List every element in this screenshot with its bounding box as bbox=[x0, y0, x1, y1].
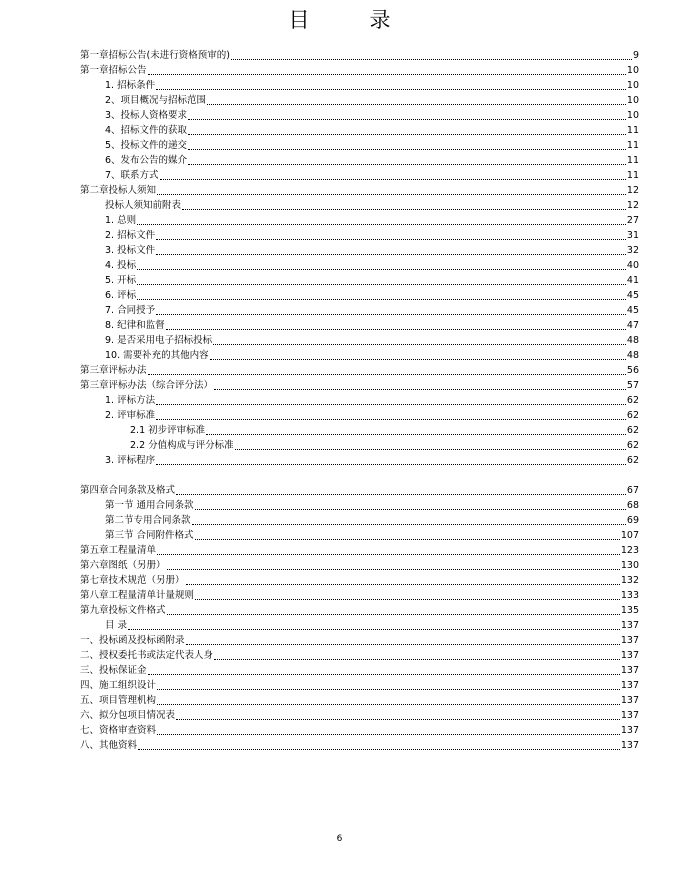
toc-entry[interactable] bbox=[80, 543, 639, 558]
toc-entry-label: 5、投标文件的递交 bbox=[105, 140, 188, 151]
toc-entry-page: 56 bbox=[626, 365, 639, 376]
toc-entry-label: 四、施工组织设计 bbox=[80, 680, 157, 691]
toc-entry-page: 132 bbox=[620, 575, 639, 586]
toc-entry[interactable] bbox=[80, 393, 639, 408]
toc-entry-label: 目 录 bbox=[105, 620, 128, 631]
toc-entry-label: 第二节专用合同条款 bbox=[105, 515, 191, 526]
toc-leader-dots bbox=[137, 224, 626, 225]
toc-entry[interactable] bbox=[80, 153, 639, 168]
toc-entry[interactable] bbox=[80, 333, 639, 348]
toc-entry-label: 第五章工程量清单 bbox=[80, 545, 157, 556]
toc-entry-label: 第一章招标公告(未进行资格预审的) bbox=[80, 50, 230, 61]
toc-leader-dots bbox=[192, 524, 626, 525]
toc-entry-label: 第三章评标办法 bbox=[80, 365, 147, 376]
toc-entry-label: 第六章图纸（另册） bbox=[80, 560, 166, 571]
toc-entry[interactable] bbox=[80, 438, 639, 453]
toc-leader-dots bbox=[167, 569, 620, 570]
toc-entry-page: 11 bbox=[626, 170, 639, 181]
toc-entry-page: 48 bbox=[626, 350, 639, 361]
toc-entry-label: 4、招标文件的获取 bbox=[105, 125, 188, 136]
toc-entry-label: 9. 是否采用电子招标投标 bbox=[105, 335, 213, 346]
toc-entry-page: 57 bbox=[626, 380, 639, 391]
toc-leader-dots bbox=[148, 374, 626, 375]
toc-entry-page: 12 bbox=[626, 200, 639, 211]
toc-entry-label: 七、资格审查资料 bbox=[80, 725, 157, 736]
toc-entry[interactable] bbox=[80, 648, 639, 663]
toc-spacer bbox=[80, 468, 639, 483]
toc-entry-page: 32 bbox=[626, 245, 639, 256]
toc-entry[interactable] bbox=[80, 258, 639, 273]
toc-entry-label: 3. 评标程序 bbox=[105, 455, 156, 466]
toc-leader-dots bbox=[235, 449, 626, 450]
toc-leader-dots bbox=[195, 509, 626, 510]
toc-leader-dots bbox=[213, 344, 626, 345]
toc-entry-label: 第一章招标公告 bbox=[80, 65, 147, 76]
toc-entry-label: 3. 投标文件 bbox=[105, 245, 156, 256]
toc-entry-label: 10. 需要补充的其他内容 bbox=[105, 350, 209, 361]
toc-leader-dots bbox=[188, 164, 626, 165]
toc-entry-label: 7、联系方式 bbox=[105, 170, 159, 181]
toc-entry-page: 9 bbox=[632, 50, 639, 61]
toc-entry-page: 31 bbox=[626, 230, 639, 241]
page-number: 6 bbox=[336, 834, 343, 844]
toc-entry-label: 1. 总则 bbox=[105, 215, 137, 226]
toc-leader-dots bbox=[128, 629, 620, 630]
toc-leader-dots bbox=[167, 614, 620, 615]
toc-entry[interactable] bbox=[80, 618, 639, 633]
toc-entry-page: 11 bbox=[626, 155, 639, 166]
toc-entry[interactable] bbox=[80, 708, 639, 723]
toc-entry-page: 137 bbox=[620, 620, 639, 631]
toc-entry-label: 三、投标保证金 bbox=[80, 665, 147, 676]
toc-entry[interactable] bbox=[80, 303, 639, 318]
toc-entry[interactable] bbox=[80, 528, 639, 543]
toc-entry-page: 137 bbox=[620, 695, 639, 706]
toc-entry-label: 2、项目概况与招标范围 bbox=[105, 95, 207, 106]
toc-entry-label: 1. 招标条件 bbox=[105, 80, 156, 91]
toc-entry-label: 第一节 通用合同条款 bbox=[105, 500, 194, 511]
toc-entry[interactable] bbox=[80, 678, 639, 693]
toc-entry-page: 62 bbox=[626, 395, 639, 406]
toc-entry-page: 130 bbox=[620, 560, 639, 571]
toc-entry[interactable] bbox=[80, 168, 639, 183]
toc-leader-dots bbox=[148, 74, 626, 75]
toc-entry-label: 第三章评标办法（综合评分法） bbox=[80, 380, 214, 391]
toc-entry-page: 11 bbox=[626, 140, 639, 151]
toc-entry-page: 137 bbox=[620, 650, 639, 661]
toc-entry-page: 62 bbox=[626, 425, 639, 436]
toc-entry-label: 3、投标人资格要求 bbox=[105, 110, 188, 121]
toc-leader-dots bbox=[156, 464, 626, 465]
toc-entry-label: 2. 招标文件 bbox=[105, 230, 156, 241]
toc-entry-page: 67 bbox=[626, 485, 639, 496]
toc-entry[interactable] bbox=[80, 483, 639, 498]
toc-entry-label: 第九章投标文件格式 bbox=[80, 605, 166, 616]
toc-entry[interactable] bbox=[80, 108, 639, 123]
toc-entry[interactable] bbox=[80, 378, 639, 393]
toc-entry-page: 137 bbox=[620, 635, 639, 646]
toc-entry-label: 投标人须知前附表 bbox=[105, 200, 182, 211]
toc-entry-page: 69 bbox=[626, 515, 639, 526]
toc-entry-page: 10 bbox=[626, 80, 639, 91]
toc-entry-page: 107 bbox=[620, 530, 639, 541]
toc-leader-dots bbox=[186, 584, 620, 585]
toc-leader-dots bbox=[138, 749, 620, 750]
toc-entry-page: 48 bbox=[626, 335, 639, 346]
toc-entry-page: 10 bbox=[626, 95, 639, 106]
toc-leader-dots bbox=[157, 704, 620, 705]
toc-leader-dots bbox=[182, 209, 626, 210]
toc-entry[interactable] bbox=[80, 633, 639, 648]
toc-entry-page: 27 bbox=[626, 215, 639, 226]
toc-entry[interactable] bbox=[80, 183, 639, 198]
toc-entry-page: 45 bbox=[626, 290, 639, 301]
toc-entry[interactable] bbox=[80, 123, 639, 138]
toc-entry-page: 123 bbox=[620, 545, 639, 556]
toc-entry-page: 10 bbox=[626, 65, 639, 76]
toc-leader-dots bbox=[157, 734, 620, 735]
toc-leader-dots bbox=[195, 539, 620, 540]
title-char-1: 目 bbox=[288, 8, 310, 32]
toc-entry-page: 137 bbox=[620, 680, 639, 691]
toc-leader-dots bbox=[156, 419, 626, 420]
toc-entry-label: 5. 开标 bbox=[105, 275, 137, 286]
toc-entry[interactable] bbox=[80, 228, 639, 243]
toc-entry-label: 五、项目管理机构 bbox=[80, 695, 157, 706]
toc-entry-label: 二、授权委托书或法定代表人身 bbox=[80, 650, 214, 661]
toc-entry-label: 8. 纪律和监督 bbox=[105, 320, 165, 331]
toc-leader-dots bbox=[156, 89, 626, 90]
toc-entry-label: 2.1 初步评审标准 bbox=[130, 425, 206, 436]
toc-leader-dots bbox=[214, 659, 620, 660]
toc-leader-dots bbox=[157, 689, 620, 690]
table-of-contents bbox=[80, 48, 639, 753]
toc-entry-page: 62 bbox=[626, 410, 639, 421]
toc-entry[interactable] bbox=[80, 93, 639, 108]
toc-entry[interactable] bbox=[80, 513, 639, 528]
toc-leader-dots bbox=[160, 179, 626, 180]
toc-leader-dots bbox=[207, 104, 626, 105]
toc-leader-dots bbox=[156, 239, 626, 240]
toc-entry[interactable] bbox=[80, 48, 639, 63]
toc-entry-page: 40 bbox=[626, 260, 639, 271]
toc-entry-page: 10 bbox=[626, 110, 639, 121]
toc-entry[interactable] bbox=[80, 558, 639, 573]
toc-entry-label: 2. 评审标准 bbox=[105, 410, 156, 421]
toc-entry[interactable] bbox=[80, 273, 639, 288]
toc-entry-page: 12 bbox=[626, 185, 639, 196]
toc-entry[interactable] bbox=[80, 318, 639, 333]
toc-entry-label: 第四章合同条款及格式 bbox=[80, 485, 176, 496]
toc-leader-dots bbox=[157, 554, 620, 555]
toc-entry-label: 第三节 合同附件格式 bbox=[105, 530, 194, 541]
toc-entry[interactable] bbox=[80, 138, 639, 153]
toc-entry[interactable] bbox=[80, 363, 639, 378]
toc-entry[interactable] bbox=[80, 63, 639, 78]
toc-entry-page: 11 bbox=[626, 125, 639, 136]
toc-entry-label: 7. 合同授予 bbox=[105, 305, 156, 316]
toc-leader-dots bbox=[186, 644, 620, 645]
toc-entry[interactable] bbox=[80, 693, 639, 708]
toc-entry[interactable] bbox=[80, 453, 639, 468]
toc-entry[interactable] bbox=[80, 663, 639, 678]
toc-entry[interactable] bbox=[80, 573, 639, 588]
page-title bbox=[0, 6, 679, 34]
toc-leader-dots bbox=[210, 359, 626, 360]
toc-leader-dots bbox=[176, 494, 626, 495]
toc-entry-label: 第七章技术规范（另册） bbox=[80, 575, 185, 586]
toc-entry-page: 41 bbox=[626, 275, 639, 286]
toc-entry-label: 4. 投标 bbox=[105, 260, 137, 271]
toc-entry-page: 62 bbox=[626, 440, 639, 451]
toc-entry-label: 一、投标函及投标函附录 bbox=[80, 635, 185, 646]
toc-entry[interactable] bbox=[80, 723, 639, 738]
toc-entry[interactable] bbox=[80, 498, 639, 513]
toc-leader-dots bbox=[166, 329, 626, 330]
toc-entry[interactable] bbox=[80, 288, 639, 303]
toc-entry-page: 45 bbox=[626, 305, 639, 316]
toc-entry-page: 137 bbox=[620, 740, 639, 751]
toc-leader-dots bbox=[137, 269, 626, 270]
toc-entry-page: 68 bbox=[626, 500, 639, 511]
toc-leader-dots bbox=[176, 719, 620, 720]
toc-entry-label: 第八章工程量清单计量规则 bbox=[80, 590, 195, 601]
toc-leader-dots bbox=[188, 134, 626, 135]
toc-entry-page: 137 bbox=[620, 665, 639, 676]
toc-leader-dots bbox=[231, 59, 632, 60]
toc-entry[interactable] bbox=[80, 213, 639, 228]
toc-entry-label: 2.2 分值构成与评分标准 bbox=[130, 440, 234, 451]
toc-entry[interactable] bbox=[80, 348, 639, 363]
toc-leader-dots bbox=[188, 119, 626, 120]
title-char-2: 录 bbox=[369, 8, 391, 32]
toc-leader-dots bbox=[137, 299, 626, 300]
toc-entry-label: 六、拟分包项目情况表 bbox=[80, 710, 176, 721]
toc-entry[interactable] bbox=[80, 408, 639, 423]
toc-leader-dots bbox=[188, 149, 626, 150]
toc-leader-dots bbox=[195, 599, 620, 600]
toc-entry-label: 6、发布公告的媒介 bbox=[105, 155, 188, 166]
toc-entry[interactable] bbox=[80, 738, 639, 753]
toc-entry[interactable] bbox=[80, 198, 639, 213]
toc-entry-label: 第二章投标人须知 bbox=[80, 185, 157, 196]
toc-entry-page: 47 bbox=[626, 320, 639, 331]
toc-leader-dots bbox=[214, 389, 626, 390]
toc-entry-label: 八、其他资料 bbox=[80, 740, 138, 751]
toc-leader-dots bbox=[206, 434, 626, 435]
toc-leader-dots bbox=[148, 674, 620, 675]
toc-leader-dots bbox=[137, 284, 626, 285]
toc-leader-dots bbox=[156, 314, 626, 315]
toc-entry[interactable] bbox=[80, 603, 639, 618]
toc-entry-page: 62 bbox=[626, 455, 639, 466]
toc-leader-dots bbox=[157, 194, 626, 195]
toc-entry[interactable] bbox=[80, 588, 639, 603]
toc-entry-page: 137 bbox=[620, 725, 639, 736]
toc-entry[interactable] bbox=[80, 243, 639, 258]
toc-entry-label: 1. 评标方法 bbox=[105, 395, 156, 406]
toc-entry-page: 137 bbox=[620, 710, 639, 721]
toc-leader-dots bbox=[156, 254, 626, 255]
toc-leader-dots bbox=[156, 404, 626, 405]
toc-entry[interactable] bbox=[80, 78, 639, 93]
toc-entry-page: 135 bbox=[620, 605, 639, 616]
toc-entry-page: 133 bbox=[620, 590, 639, 601]
toc-entry[interactable] bbox=[80, 423, 639, 438]
toc-entry-label: 6. 评标 bbox=[105, 290, 137, 301]
